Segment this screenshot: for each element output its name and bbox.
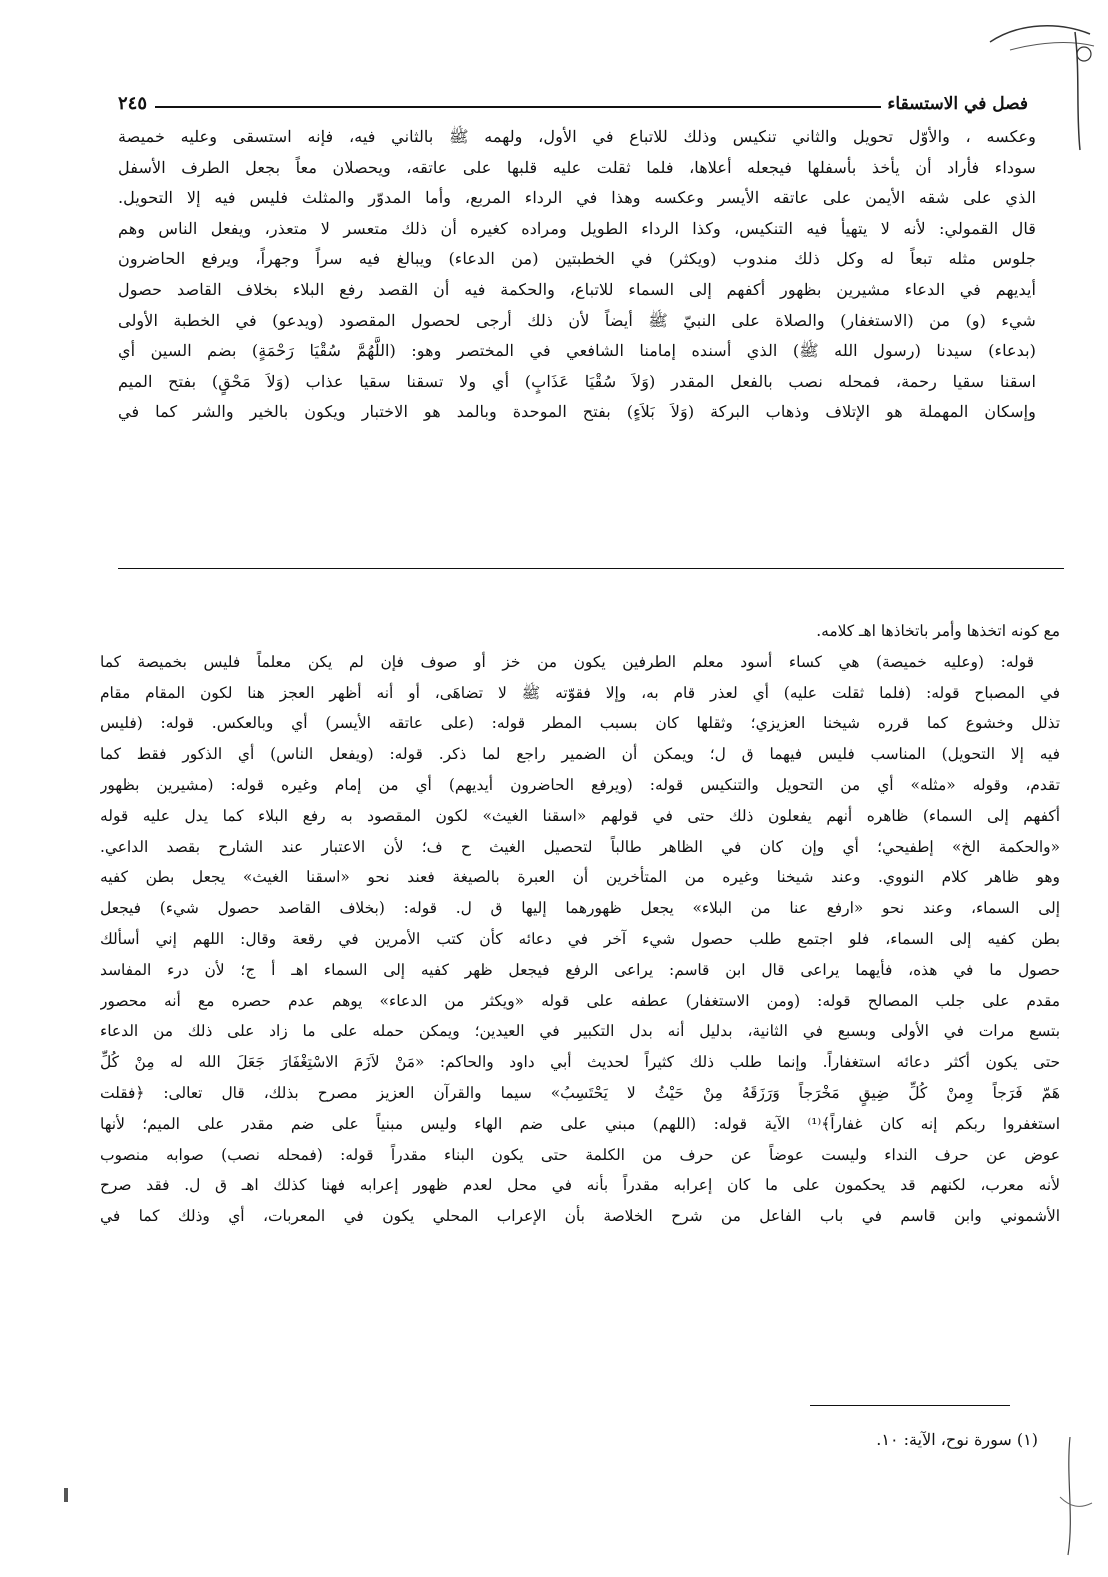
commentary-line: فيه إلا التحويل) المناسب فليس فيهما ق ل؛ ويمكن أن الضمير راجع لما ذكر. قوله: (ويفعل الناس) أي الذكور فقط كما — [100, 745, 1060, 764]
text-line: وعكسه ، والأوّل تحويل والثاني تنكيس وذلك للاتباع في الأول، ولهمه ﷺ بالثاني فيه، فإنه استسقى وعليه خميصة — [118, 127, 1036, 146]
commentary-line: حتى يكون أكثر دعائه استغفاراً. وإنما طلب ذلك كثيراً لحديث أبي داود والحاكم: «مَنْ لاَزَمَ الاسْتِغْفَارَ جَعَلَ الله له مِنْ كُلِّ — [100, 1053, 1060, 1072]
bottom-ornament-icon — [1040, 1437, 1100, 1557]
text-line: الذي على شقه الأيمن على عاتقه الأيسر وعكسه وهذا في الرداء المربع، وأما المدوّر والمثلث فليس فيه إلا التحويل. — [118, 188, 1036, 208]
commentary-text — [100, 616, 1060, 1232]
commentary-line: حصول ما في هذه، فأيهما يراعى قال ابن قاسم: يراعى الرفع فيجعل ظهر كفيه إلى السماء اهـ أ ج؛ لأن درء المفاسد — [100, 960, 1060, 979]
commentary-line: هَمّ فَرَجاً وِمنْ كُلِّ ضِيقٍ مَخْرَجاً وَرَزَقَهُ مِنْ حَيْثُ لا يَحْتَسِبُ» سيما والقرآن العزيز مصرح بذلك، قال تعالى: ﴿فقلت — [100, 1083, 1060, 1102]
text-line: جلوس مثله تبعاً له وكل ذلك مندوب (ويكثر) في الخطبتين (من الدعاء) ويبالغ فيه سراً وجهراً، ويرفع الحاضرون — [118, 249, 1036, 269]
page-number: ٢٤٥ — [118, 93, 148, 114]
text-line: (بدعاء) سيدنا (رسول الله ﷺ) الذي أسنده إمامنا الشافعي في المختصر وهو: (اللَّهُمَّ سُقْيَا رَحْمَةٍ) بضم السين أي — [118, 341, 1036, 361]
commentary-line: مع كونه اتخذها وأمر باتخاذها اهـ كلامه. — [816, 622, 1060, 640]
chapter-title: فصل في الاستسقاء — [887, 94, 1028, 114]
main-text — [118, 122, 1036, 428]
commentary-line: قوله: (وعليه خميصة) هي كساء أسود معلم الطرفين يكون من خز أو صوف فإن لم يكن معلماً فليس بخميصة كما — [100, 652, 1034, 671]
commentary-line: وهو ظاهر كلام النووي. وعند شيخنا وغيره من المتأخرين أن العبرة بالصيغة فعند نحو «اسقنا الغيث» يجعل بطن كفيه — [100, 868, 1060, 887]
header-rule — [155, 106, 881, 108]
commentary-line: مقدم على جلب المصالح قوله: (ومن الاستغفار) عطفه على قوله «ويكثر من الدعاء» يوهم عدم حصره مع أنه محصور — [100, 991, 1060, 1010]
footnote: (١) سورة نوح، الآية: ١٠. — [876, 1430, 1038, 1449]
text-line: أيديهم في الدعاء مشيرين بظهور أكفهم إلى السماء للاتباع، والحكمة فيه أن القصد رفع البلاء بخلاف القاصد حصول — [118, 279, 1036, 299]
commentary-line: إلى السماء، وعند نحو «ارفع عنا من البلاء» يجعل ظهورهما إليها ق ل. قوله: (بخلاف القاصد حصول شيء) فيجعل — [100, 899, 1060, 918]
section-divider — [118, 568, 1064, 569]
commentary-line: عوض عن حرف النداء وليست عوضاً عن حرف من الكلمة حتى يكون البناء مقدراً قوله: (فمحله نصب) صوابه منصوب — [100, 1145, 1060, 1164]
text-line: اسقنا سقيا رحمة، فمحله نصب بالفعل المقدر (وَلاَ سُقْيَا عَذَابٍ) أي ولا تسقنا سقيا عذاب (وَلاَ مَحْقٍ) بفتح الميم — [118, 371, 1036, 391]
margin-mark — [64, 1488, 68, 1502]
commentary-line: تقدم، وقوله «مثله» أي من التحويل والتنكيس قوله: (ويرفع الحاضرون أيديهم) أي من إمام وغيره قوله: (مشيرين بظهور — [100, 775, 1060, 794]
commentary-line: لأنه معرب، لكنهم قد يحكمون على ما كان إعرابه مقدراً بأنه في محل لعدم ظهور إعرابه فهنا كذلك اهـ ق ل. فقد صرح — [100, 1176, 1060, 1195]
text-line: قال القمولي: لأنه لا يتهيأ فيه التنكيس، وكذا الرداء الطويل ومراده كغيره أن ذلك متعسر لا متعذر، ويفعل الناس وهم — [118, 218, 1036, 238]
text-line: سوداء فأراد أن يأخذ بأسفلها فيجعله أعلاها، فلما ثقلت عليه قلبها على عاتقه، ويحصلان معاً بجعل الطرف الأسفل — [118, 157, 1036, 177]
commentary-line: بتسع مرات في الأولى وبسبع في الثانية، بدليل أنه بدل التكبير في العيدين؛ ويمكن حمله على ما زاد على ذلك من الدعاء — [100, 1022, 1060, 1041]
commentary-line: استغفروا ربكم إنه كان غفاراً﴾⁽¹⁾ الآية قوله: (اللهم) مبني على ضم الهاء وليس مبنياً على ضم مقدر على الميم؛ لأنها — [100, 1114, 1060, 1133]
running-header — [118, 84, 1028, 114]
commentary-line: في المصباح قوله: (فلما ثقلت عليه) أي لعذر قام به، وإلا فقوّته ﷺ لا تضاهَى، أو أنه أظهر العجز هنا لكون المقام مقام — [100, 683, 1060, 702]
commentary-line: «والحكمة الخ» إطفيحي؛ أي وإن كان في الظاهر طالباً لتحصيل الغيث ح ف؛ لأن الاعتبار عند الشارح بقصد الداعي. — [100, 837, 1060, 856]
commentary-line: تذلل وخشوع كما قرره شيخنا العزيزي؛ وثقلها كان بسبب المطر قوله: (على عاتقه الأيسر) أي وبالعكس. قوله: (فليس — [100, 714, 1060, 733]
footnote-rule — [810, 1405, 1010, 1406]
commentary-line: أكفهم إلى السماء) ظاهره أنهم يفعلون ذلك حتى في قولهم «اسقنا الغيث» لكون المقصود به رفع البلاء كما يدل عليه قوله — [100, 806, 1060, 825]
commentary-line: الأشموني وابن قاسم في باب الفاعل من شرح الخلاصة بأن الإعراب المحلي يكون في المعربات، أي وذلك كما في — [100, 1207, 1060, 1226]
text-line: شيء (و) من (الاستغفار) والصلاة على النبيّ ﷺ أيضاً لأن ذلك أرجى لحصول المقصود (ويدعو) في الخطبة الأولى — [118, 310, 1036, 330]
commentary-line: بطن كفيه إلى السماء، فلو اجتمع طلب حصول شيء آخر في دعائه كأن كتب الأمرين في رقعة وقال: اللهم إني أسألك — [100, 929, 1060, 948]
text-line: وإسكان المهملة هو الإتلاف وذهاب البركة (وَلاَ بَلاَءٍ) بفتح الموحدة وبالمد هو الاختبار ويكون بالخير والشر كما في — [118, 402, 1036, 422]
